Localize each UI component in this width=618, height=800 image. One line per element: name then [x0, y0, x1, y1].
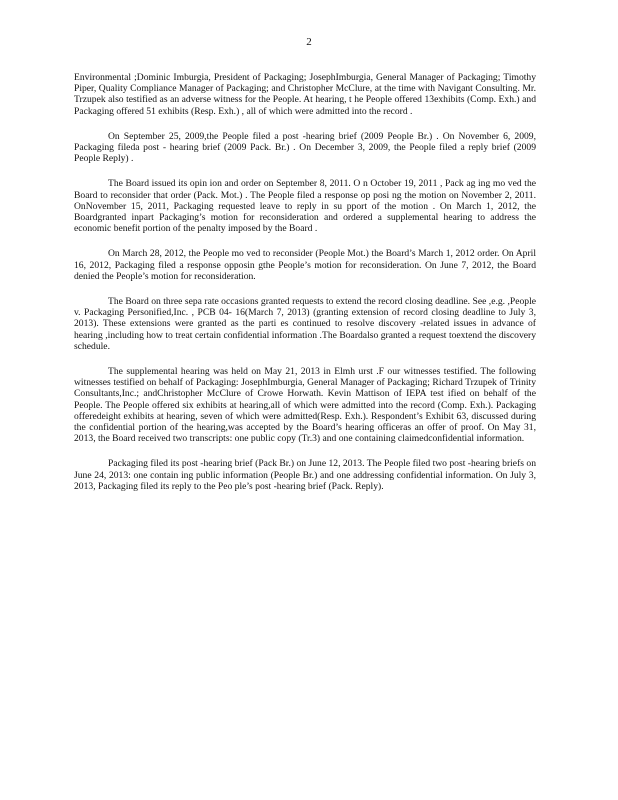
paragraph-post-hearing-briefs-2013: Packaging filed its post -hearing brief (Pack Br.) on June 12, 2013. The People filed two post -hearing briefs on June 24, 2013: one contain ing public information (People Br.) and one addressing confidential information. On July 3, 2013, Packaging filed its reply to the Peo ple’s post -hearing brief (Pack. Reply).	[74, 458, 536, 492]
page-number: 2	[306, 36, 312, 48]
paragraph-post-hearing-briefs-2009: On September 25, 2009,the People filed a post -hearing brief (2009 People Br.) . On November 6, 2009, Packaging fileda post - hearing brief (2009 Pack. Br.) . On December 3, 2009, the People filed a reply brief (2009 People Reply) .	[74, 130, 536, 165]
paragraph-opinion-and-reconsideration: The Board issued its opin ion and order on September 8, 2011. O n October 19, 2011 , Pack ag ing mo ved the Board to reconsider that order (Pack. Mot.) . The People filed a response op posi ng the motion on November 2, 2011. OnNovember 15, 2011, Packaging requested leave to reply in su pport of the motion . On March 1, 2012, the Boardgranted inpart Packaging’s motion for reconsideration and ordered a supplemental hearing to address the economic benefit portion of the penalty imposed by the Board .	[74, 178, 536, 235]
paragraph-people-motion-to-reconsider: On March 28, 2012, the People mo ved to reconsider (People Mot.) the Board’s March 1, 2012 order. On April 16, 2012, Packaging filed a response opposin gthe People’s motion for reconsideration. On June 7, 2012, the Board denied the People’s motion for reconsideration.	[74, 248, 536, 282]
paragraph-supplemental-hearing: The supplemental hearing was held on May 21, 2013 in Elmh urst .F our witnesses testified. The following witnesses testified on behalf of Packaging: JosephImburgia, General Manager of Packaging; Richard Trzupek of Trinity Consultants,Inc.; andChristopher McClure of Crowe Horwath. Kevin Mattison of IEPA test ified on behalf of the People. The People offered six exhibits at hearing,all of which were admitted into the record (Comp. Exh.). Packaging offeredeight exhibits at hearing, seven of which were admitted(Resp. Exh.). Respondent’s Exhibit 63, discussed during the confidential portion of the hearing,was accepted by the Board’s hearing officeras an offer of proof. On May 31, 2013, the Board received two transcripts: one public copy (Tr.3) and one containing claimedconfidential information.	[74, 366, 536, 445]
document-body	[74, 72, 536, 506]
paragraph-record-closing-extensions: The Board on three sepa rate occasions granted requests to extend the record closing deadline. See ,e.g. ,People v. Packaging Personified,Inc. , PCB 04- 16(March 7, 2013) (granting extension of record closing deadline to July 3, 2013). These extensions were granted as the parti es continued to resolve discovery -related issues in advance of hearing ,including how to treat certain confidential information .The Boardalso granted a request toextend the discovery schedule.	[74, 296, 536, 352]
paragraph-witness-list: Environmental ;Dominic Imburgia, President of Packaging; JosephImburgia, General Manager of Packaging; Timothy Piper, Quality Compliance Manager of Packaging; and Christopher McClure, at the time with Navigant Consulting. Mr. Trzupek also testified as an adverse witness for the People. At hearing, t he People offered 13exhibits (Comp. Exh.) and Packaging offered 51 exhibits (Resp. Exh.) , all of which were admitted into the record .	[74, 72, 536, 117]
